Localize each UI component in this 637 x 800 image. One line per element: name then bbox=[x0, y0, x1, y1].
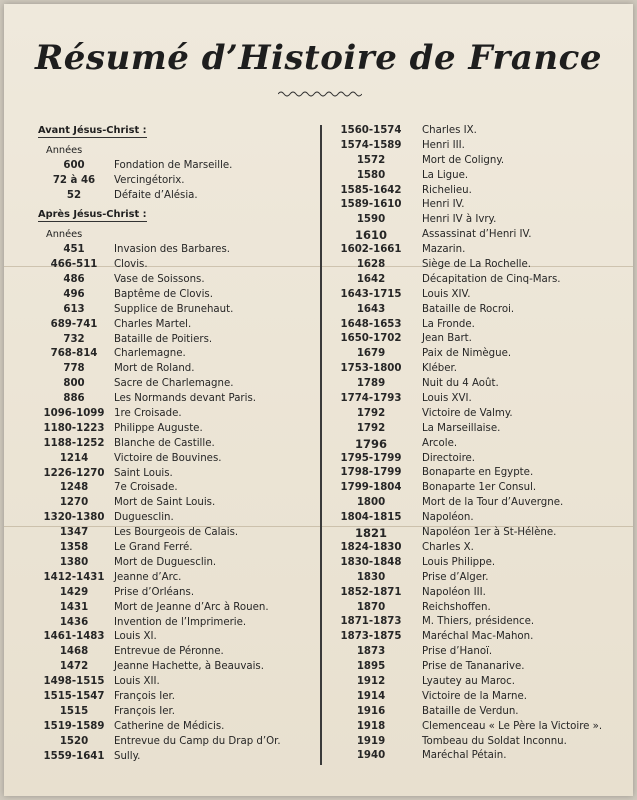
timeline-entry bbox=[326, 735, 626, 750]
entry-year: 1226-1270 bbox=[43, 467, 105, 479]
entry-year: 1572 bbox=[356, 154, 386, 166]
timeline-entry bbox=[326, 198, 626, 213]
timeline-entry bbox=[326, 630, 626, 645]
entry-event: Défaite d’Alésia. bbox=[114, 189, 198, 201]
entry-year: 1188-1252 bbox=[43, 437, 105, 449]
entry-year: 451 bbox=[63, 244, 85, 256]
entry-year: 1789 bbox=[356, 378, 386, 390]
timeline-entry bbox=[38, 422, 318, 437]
section-heading-ad: Après Jésus-Christ : bbox=[38, 209, 147, 221]
timeline-entry bbox=[38, 273, 318, 288]
timeline-entry bbox=[326, 273, 626, 288]
entry-event: Entrevue de Péronne. bbox=[114, 646, 224, 658]
timeline-entry bbox=[38, 735, 318, 750]
years-label: Années bbox=[46, 229, 83, 241]
timeline-entry bbox=[326, 437, 626, 452]
timeline-entry bbox=[326, 407, 626, 422]
right-column bbox=[326, 124, 626, 764]
entry-event: 1re Croisade. bbox=[114, 408, 182, 420]
entry-event: Duguesclin. bbox=[114, 512, 174, 524]
entry-year: 1830-1848 bbox=[340, 556, 402, 568]
entry-event: Mort de Coligny. bbox=[422, 154, 505, 166]
entry-year: 1520 bbox=[59, 735, 89, 747]
timeline-entry bbox=[38, 333, 318, 348]
entry-year: 1498-1515 bbox=[43, 676, 105, 688]
timeline-entry bbox=[326, 124, 626, 139]
entry-event: Henri IV à Ivry. bbox=[422, 214, 497, 226]
entry-year: 1248 bbox=[59, 482, 89, 494]
timeline-entry bbox=[326, 213, 626, 228]
entry-year: 1679 bbox=[356, 348, 386, 360]
entry-event: Henri III. bbox=[422, 139, 465, 151]
entry-year: 1468 bbox=[59, 646, 89, 658]
timeline-entry bbox=[38, 660, 318, 675]
entry-event: La Marseillaise. bbox=[422, 422, 501, 434]
entry-year: 1914 bbox=[356, 690, 386, 702]
entry-year: 1643-1715 bbox=[340, 288, 402, 300]
entry-event: Supplice de Brunehaut. bbox=[114, 303, 234, 315]
timeline-entry bbox=[326, 660, 626, 675]
entry-event: Mort de Saint Louis. bbox=[114, 497, 216, 509]
entry-event: Victoire de la Marne. bbox=[422, 690, 527, 702]
entry-year: 1560-1574 bbox=[340, 125, 402, 136]
timeline-entry bbox=[326, 556, 626, 571]
entry-year: 1870 bbox=[356, 601, 386, 613]
entry-event: Maréchal Pétain. bbox=[422, 750, 507, 762]
entry-event: Prise d’Alger. bbox=[422, 571, 489, 583]
entry-event: Jean Bart. bbox=[422, 333, 472, 345]
timeline-entry bbox=[326, 288, 626, 303]
entry-year: 1610 bbox=[354, 228, 387, 243]
entry-year: 1515-1547 bbox=[43, 690, 105, 702]
entry-year: 1753-1800 bbox=[340, 363, 402, 375]
entry-event: Lyautey au Maroc. bbox=[422, 675, 516, 687]
entry-event: Saint Louis. bbox=[114, 467, 173, 479]
flourish-ornament bbox=[278, 90, 362, 98]
timeline-entry bbox=[326, 645, 626, 660]
timeline-entry bbox=[38, 174, 318, 189]
entry-year: 1940 bbox=[356, 750, 386, 762]
entry-event: Louis XI. bbox=[114, 631, 157, 643]
timeline-entry bbox=[326, 139, 626, 154]
timeline-entry bbox=[326, 586, 626, 601]
entry-year: 1650-1702 bbox=[340, 333, 402, 345]
timeline-entry bbox=[38, 377, 318, 392]
entry-year: 1602-1661 bbox=[340, 244, 402, 256]
entry-year: 1792 bbox=[356, 407, 386, 419]
entry-event: Catherine de Médicis. bbox=[114, 720, 225, 732]
entry-event: Louis XII. bbox=[114, 676, 160, 688]
entry-event: Henri IV. bbox=[422, 199, 465, 211]
entry-event: Bonaparte en Egypte. bbox=[422, 467, 534, 479]
entry-event: Tombeau du Soldat Inconnu. bbox=[422, 735, 567, 747]
entry-year: 689-741 bbox=[50, 318, 98, 330]
timeline-entry bbox=[38, 526, 318, 541]
entry-event: Baptême de Clovis. bbox=[114, 288, 213, 300]
timeline-entry bbox=[38, 481, 318, 496]
entry-event: Clovis. bbox=[114, 259, 148, 271]
timeline-entry bbox=[38, 541, 318, 556]
entry-event: Les Normands devant Paris. bbox=[114, 393, 256, 405]
entry-event: La Ligue. bbox=[422, 169, 469, 181]
entry-year: 886 bbox=[63, 393, 85, 405]
timeline-entry bbox=[326, 169, 626, 184]
entry-year: 1774-1793 bbox=[340, 393, 402, 405]
entry-event: Napoléon III. bbox=[422, 586, 486, 598]
entry-year: 496 bbox=[63, 288, 85, 300]
entry-event: Vase de Soissons. bbox=[114, 274, 205, 286]
timeline-entry bbox=[38, 675, 318, 690]
timeline-entry bbox=[326, 615, 626, 630]
entry-event: Bataille de Poitiers. bbox=[114, 333, 213, 345]
entry-year: 1916 bbox=[356, 705, 386, 717]
entry-year: 1871-1873 bbox=[340, 616, 402, 628]
timeline-entry bbox=[326, 392, 626, 407]
entry-event: Prise de Tananarive. bbox=[422, 661, 525, 673]
entry-year: 1795-1799 bbox=[340, 452, 402, 464]
bc-timeline bbox=[38, 159, 318, 204]
entry-year: 600 bbox=[63, 159, 85, 171]
timeline-entry bbox=[38, 407, 318, 422]
entry-event: Les Bourgeois de Calais. bbox=[114, 527, 239, 539]
entry-year: 800 bbox=[63, 378, 85, 390]
entry-event: Sacre de Charlemagne. bbox=[114, 378, 234, 390]
entry-year: 1270 bbox=[59, 497, 89, 509]
timeline-entry bbox=[38, 705, 318, 720]
entry-event: La Fronde. bbox=[422, 318, 475, 330]
timeline-entry bbox=[326, 318, 626, 333]
entry-year: 466-511 bbox=[50, 259, 98, 271]
timeline-entry bbox=[38, 243, 318, 258]
entry-event: Siège de La Rochelle. bbox=[422, 259, 532, 271]
timeline-entry bbox=[38, 362, 318, 377]
timeline-entry bbox=[38, 556, 318, 571]
entry-year: 732 bbox=[63, 333, 85, 345]
entry-event: François Ier. bbox=[114, 705, 175, 717]
entry-year: 1589-1610 bbox=[340, 199, 402, 211]
entry-event: Napoléon. bbox=[422, 512, 474, 524]
entry-event: Paix de Nimègue. bbox=[422, 348, 512, 360]
entry-event: Victoire de Valmy. bbox=[422, 407, 513, 419]
entry-event: Charlemagne. bbox=[114, 348, 186, 360]
entry-year: 1429 bbox=[59, 586, 89, 598]
entry-year: 1918 bbox=[356, 720, 386, 732]
entry-year: 1320-1380 bbox=[43, 512, 105, 524]
timeline-entry bbox=[38, 496, 318, 511]
timeline-entry bbox=[326, 601, 626, 616]
entry-year: 1585-1642 bbox=[340, 184, 402, 196]
timeline-entry bbox=[38, 437, 318, 452]
timeline-entry bbox=[38, 511, 318, 526]
entry-year: 1919 bbox=[356, 735, 386, 747]
entry-event: Mort de Duguesclin. bbox=[114, 556, 217, 568]
entry-event: Vercingétorix. bbox=[114, 174, 185, 186]
right-timeline bbox=[326, 124, 626, 764]
entry-year: 768-814 bbox=[50, 348, 98, 360]
timeline-entry bbox=[326, 422, 626, 437]
entry-event: François Ier. bbox=[114, 690, 175, 702]
entry-year: 1895 bbox=[356, 661, 386, 673]
entry-event: Mazarin. bbox=[422, 244, 466, 256]
entry-event: Sully. bbox=[114, 750, 141, 762]
entry-year: 1830 bbox=[356, 571, 386, 583]
entry-year: 1347 bbox=[59, 527, 89, 539]
timeline-entry bbox=[38, 645, 318, 660]
entry-event: Louis XVI. bbox=[422, 393, 472, 405]
entry-event: Charles IX. bbox=[422, 125, 477, 136]
entry-year: 1519-1589 bbox=[43, 720, 105, 732]
entry-event: Prise d’Hanoï. bbox=[422, 646, 493, 658]
entry-event: Maréchal Mac-Mahon. bbox=[422, 631, 534, 643]
timeline-entry bbox=[38, 601, 318, 616]
timeline-entry bbox=[326, 184, 626, 199]
entry-year: 1873-1875 bbox=[340, 631, 402, 643]
entry-year: 778 bbox=[63, 363, 85, 375]
entry-event: Le Grand Ferré. bbox=[114, 542, 193, 554]
timeline-entry bbox=[38, 616, 318, 631]
entry-year: 486 bbox=[63, 274, 85, 286]
entry-year: 1214 bbox=[59, 452, 89, 464]
entry-year: 1798-1799 bbox=[340, 467, 402, 479]
timeline-entry bbox=[38, 303, 318, 318]
entry-event: Mort de la Tour d’Auvergne. bbox=[422, 497, 564, 509]
timeline-entry bbox=[326, 303, 626, 318]
entry-year: 1180-1223 bbox=[43, 422, 105, 434]
timeline-entry bbox=[38, 189, 318, 204]
entry-year: 1792 bbox=[356, 422, 386, 434]
entry-year: 1821 bbox=[354, 526, 387, 541]
timeline-entry bbox=[326, 526, 626, 541]
timeline-entry bbox=[38, 258, 318, 273]
entry-event: Charles X. bbox=[422, 541, 474, 553]
entry-year: 1580 bbox=[356, 169, 386, 181]
entry-year: 1574-1589 bbox=[340, 139, 402, 151]
timeline-entry bbox=[326, 228, 626, 243]
timeline-entry bbox=[326, 452, 626, 467]
entry-year: 1431 bbox=[59, 601, 89, 613]
entry-year: 1852-1871 bbox=[340, 586, 402, 598]
entry-event: Charles Martel. bbox=[114, 318, 192, 330]
entry-event: Mort de Jeanne d’Arc à Rouen. bbox=[114, 601, 269, 613]
timeline-entry bbox=[38, 347, 318, 362]
entry-event: Clemenceau « Le Père la Victoire ». bbox=[422, 720, 603, 732]
entry-year: 1824-1830 bbox=[340, 541, 402, 553]
timeline-entry bbox=[326, 362, 626, 377]
entry-event: Bataille de Verdun. bbox=[422, 705, 519, 717]
entry-event: Richelieu. bbox=[422, 184, 472, 196]
timeline-entry bbox=[38, 467, 318, 482]
timeline-entry bbox=[38, 571, 318, 586]
entry-year: 72 à 46 bbox=[52, 174, 96, 186]
entry-year: 1472 bbox=[59, 661, 89, 673]
entry-event: Bonaparte 1er Consul. bbox=[422, 482, 537, 494]
entry-year: 1380 bbox=[59, 556, 89, 568]
timeline-entry bbox=[326, 258, 626, 273]
entry-year: 1096-1099 bbox=[43, 408, 105, 420]
entry-event: Nuit du 4 Août. bbox=[422, 378, 499, 390]
left-column bbox=[38, 124, 318, 764]
timeline-entry bbox=[38, 630, 318, 645]
entry-year: 1515 bbox=[59, 705, 89, 717]
entry-year: 1796 bbox=[354, 436, 387, 451]
timeline-entry bbox=[326, 541, 626, 556]
timeline-entry bbox=[326, 332, 626, 347]
entry-event: Louis Philippe. bbox=[422, 556, 496, 568]
entry-event: Jeanne Hachette, à Beauvais. bbox=[114, 661, 264, 673]
timeline-entry bbox=[326, 347, 626, 362]
page-title: Résumé d’Histoire de France bbox=[35, 38, 602, 78]
entry-year: 52 bbox=[66, 189, 82, 201]
timeline-entry bbox=[326, 154, 626, 169]
timeline-entry bbox=[326, 466, 626, 481]
entry-event: 7e Croisade. bbox=[114, 482, 178, 494]
timeline-entry bbox=[38, 452, 318, 467]
entry-year: 1800 bbox=[356, 497, 386, 509]
entry-year: 1643 bbox=[356, 303, 386, 315]
entry-year: 1461-1483 bbox=[43, 631, 105, 643]
entry-event: Victoire de Bouvines. bbox=[114, 452, 222, 464]
timeline-entry bbox=[326, 571, 626, 586]
entry-event: Invention de l’Imprimerie. bbox=[114, 616, 247, 628]
entry-event: Napoléon 1er à St-Hélène. bbox=[422, 527, 557, 539]
timeline-entry bbox=[326, 749, 626, 764]
entry-year: 1559-1641 bbox=[43, 750, 105, 762]
entry-event: Directoire. bbox=[422, 452, 476, 464]
entry-event: Louis XIV. bbox=[422, 288, 471, 300]
entry-year: 1804-1815 bbox=[340, 512, 402, 524]
entry-event: Fondation de Marseille. bbox=[114, 159, 233, 171]
timeline-entry bbox=[326, 675, 626, 690]
entry-event: Assassinat d’Henri IV. bbox=[422, 229, 532, 241]
entry-event: Invasion des Barbares. bbox=[114, 244, 230, 256]
entry-event: Philippe Auguste. bbox=[114, 422, 203, 434]
timeline-entry bbox=[38, 318, 318, 333]
timeline-entry bbox=[38, 586, 318, 601]
timeline-entry bbox=[38, 159, 318, 174]
entry-event: M. Thiers, présidence. bbox=[422, 616, 535, 628]
entry-year: 1412-1431 bbox=[43, 571, 105, 583]
timeline-entry bbox=[38, 392, 318, 407]
section-heading-bc: Avant Jésus-Christ : bbox=[38, 125, 147, 136]
timeline-entry bbox=[326, 243, 626, 258]
column-divider bbox=[320, 125, 322, 765]
entry-event: Bataille de Rocroi. bbox=[422, 303, 515, 315]
entry-year: 613 bbox=[63, 303, 85, 315]
timeline-entry bbox=[38, 750, 318, 765]
entry-event: Mort de Roland. bbox=[114, 363, 195, 375]
entry-year: 1358 bbox=[59, 542, 89, 554]
entry-event: Arcole. bbox=[422, 437, 458, 449]
timeline-entry bbox=[326, 690, 626, 705]
entry-year: 1873 bbox=[356, 646, 386, 658]
ad-timeline bbox=[38, 243, 318, 764]
entry-year: 1799-1804 bbox=[340, 482, 402, 494]
entry-year: 1628 bbox=[356, 259, 386, 271]
timeline-entry bbox=[326, 496, 626, 511]
timeline-entry bbox=[326, 377, 626, 392]
entry-event: Blanche de Castille. bbox=[114, 437, 215, 449]
entry-year: 1590 bbox=[356, 214, 386, 226]
entry-event: Reichshoffen. bbox=[422, 601, 491, 613]
timeline-entry bbox=[38, 690, 318, 705]
timeline-entry bbox=[38, 720, 318, 735]
timeline-entry bbox=[326, 720, 626, 735]
entry-year: 1648-1653 bbox=[340, 318, 402, 330]
entry-year: 1642 bbox=[356, 273, 386, 285]
years-label: Années bbox=[46, 144, 83, 156]
timeline-entry bbox=[326, 511, 626, 526]
timeline-entry bbox=[326, 705, 626, 720]
entry-year: 1436 bbox=[59, 616, 89, 628]
entry-event: Kléber. bbox=[422, 363, 458, 375]
entry-event: Décapitation de Cinq-Mars. bbox=[422, 273, 561, 285]
timeline-entry bbox=[326, 481, 626, 496]
entry-event: Prise d’Orléans. bbox=[114, 586, 195, 598]
entry-event: Entrevue du Camp du Drap d’Or. bbox=[114, 735, 281, 747]
timeline-entry bbox=[38, 288, 318, 303]
history-sheet bbox=[4, 4, 633, 796]
entry-event: Jeanne d’Arc. bbox=[114, 571, 182, 583]
entry-year: 1912 bbox=[356, 675, 386, 687]
